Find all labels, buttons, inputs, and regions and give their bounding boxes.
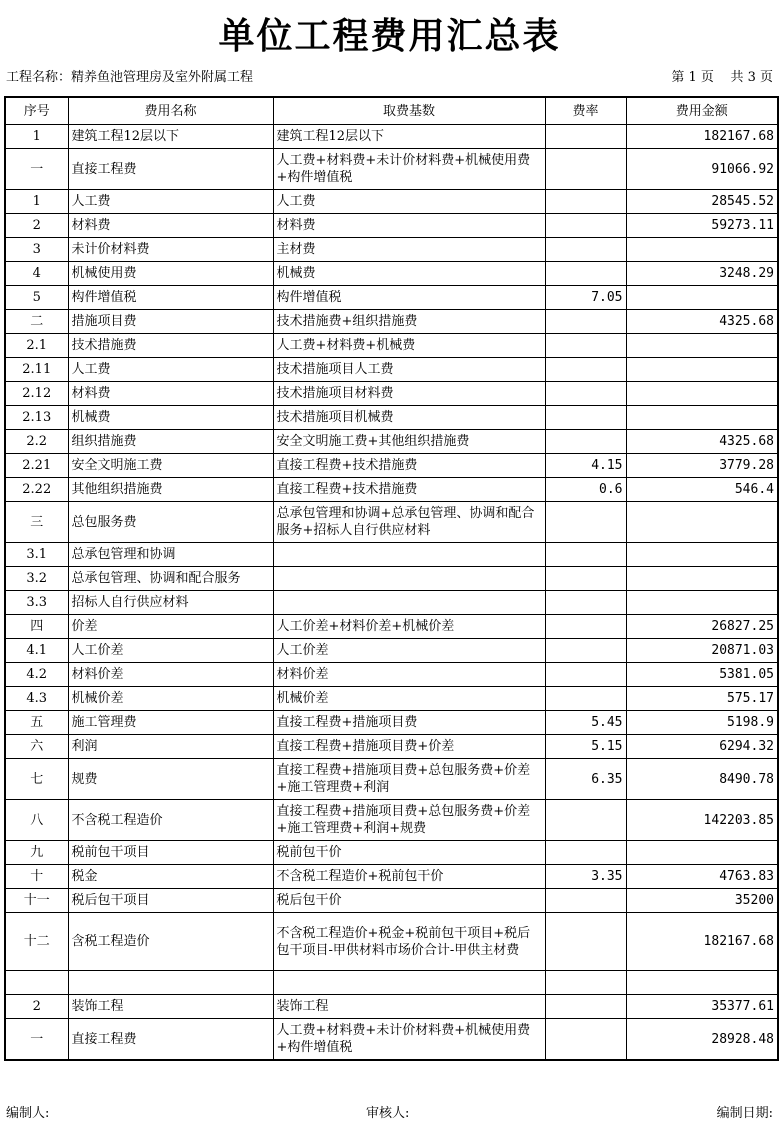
cell-base: 人工费+材料费+机械费 [273, 334, 545, 358]
cell-amount [626, 591, 778, 615]
cell-amount: 6294.32 [626, 735, 778, 759]
cell-no: 2.13 [5, 406, 68, 430]
cell-no: 一 [5, 1019, 68, 1061]
table-row [5, 663, 778, 687]
compiler-label: 编制人: [6, 1106, 50, 1121]
cell-base: 构件增值税 [273, 286, 545, 310]
cell-name: 税前包干项目 [68, 841, 273, 865]
cell-rate [545, 1019, 626, 1061]
cell-rate [545, 262, 626, 286]
cell-no: 四 [5, 615, 68, 639]
cell-no: 三 [5, 502, 68, 543]
cell-amount: 142203.85 [626, 800, 778, 841]
cell-rate [545, 358, 626, 382]
cell-amount: 5381.05 [626, 663, 778, 687]
cell-amount: 575.17 [626, 687, 778, 711]
cell-rate: 0.6 [545, 478, 626, 502]
cell-base: 直接工程费+措施项目费 [273, 711, 545, 735]
cell-base: 税前包干价 [273, 841, 545, 865]
table-row [5, 543, 778, 567]
cell-no: 十 [5, 865, 68, 889]
table-body [5, 125, 778, 1061]
cell-amount: 546.4 [626, 478, 778, 502]
cell-amount: 4325.68 [626, 310, 778, 334]
table-header-row [5, 97, 778, 125]
cell-amount: 28545.52 [626, 190, 778, 214]
cell-rate [545, 238, 626, 262]
table-row [5, 687, 778, 711]
table-row [5, 334, 778, 358]
cell-no: 3.1 [5, 543, 68, 567]
cell-no: 二 [5, 310, 68, 334]
cell-name: 税金 [68, 865, 273, 889]
cell-rate: 4.15 [545, 454, 626, 478]
cell-base: 主材费 [273, 238, 545, 262]
cell-base: 直接工程费+措施项目费+价差 [273, 735, 545, 759]
cell-amount: 28928.48 [626, 1019, 778, 1061]
cell-amount [626, 286, 778, 310]
cell-no: 2.21 [5, 454, 68, 478]
table-row [5, 310, 778, 334]
project-name: 工程名称：精养鱼池管理房及室外附属工程 [6, 70, 254, 85]
cell-base: 人工费+材料费+未计价材料费+机械使用费+构件增值税 [273, 149, 545, 190]
cell-rate [545, 913, 626, 971]
cell-rate [545, 334, 626, 358]
table-row [5, 125, 778, 149]
cell-base: 机械价差 [273, 687, 545, 711]
table-row [5, 711, 778, 735]
cell-base [273, 591, 545, 615]
cell-name: 利润 [68, 735, 273, 759]
header-no: 序号 [5, 97, 68, 125]
cell-name: 材料费 [68, 214, 273, 238]
cell-name: 措施项目费 [68, 310, 273, 334]
table-row [5, 591, 778, 615]
cell-name: 机械费 [68, 406, 273, 430]
cell-rate: 5.45 [545, 711, 626, 735]
cell-name: 人工价差 [68, 639, 273, 663]
cell-rate [545, 639, 626, 663]
table-row [5, 406, 778, 430]
table-row [5, 800, 778, 841]
cell-no: 十二 [5, 913, 68, 971]
cell-amount: 4763.83 [626, 865, 778, 889]
cell-amount: 3248.29 [626, 262, 778, 286]
cell-no: 2 [5, 995, 68, 1019]
cell-base: 总承包管理和协调+总承包管理、协调和配合服务+招标人自行供应材料 [273, 502, 545, 543]
table-row [5, 238, 778, 262]
cell-no: 2.22 [5, 478, 68, 502]
cell-base: 机械费 [273, 262, 545, 286]
cell-rate [545, 214, 626, 238]
table-row [5, 149, 778, 190]
cell-amount: 4325.68 [626, 430, 778, 454]
cell-amount: 8490.78 [626, 759, 778, 800]
cell-rate [545, 889, 626, 913]
header-rate: 费率 [545, 97, 626, 125]
table-row [5, 190, 778, 214]
cell-base: 装饰工程 [273, 995, 545, 1019]
cell-base: 人工费+材料费+未计价材料费+机械使用费+构件增值税 [273, 1019, 545, 1061]
cell-name: 招标人自行供应材料 [68, 591, 273, 615]
cell-name: 机械使用费 [68, 262, 273, 286]
cell-name: 技术措施费 [68, 334, 273, 358]
cell-rate [545, 430, 626, 454]
cell-no: 2.11 [5, 358, 68, 382]
cell-amount: 59273.11 [626, 214, 778, 238]
cell-rate [545, 971, 626, 995]
cell-name: 总承包管理、协调和配合服务 [68, 567, 273, 591]
table-row [5, 454, 778, 478]
cell-no: 5 [5, 286, 68, 310]
table-row [5, 358, 778, 382]
cell-rate [545, 310, 626, 334]
cell-no: 七 [5, 759, 68, 800]
cell-name: 规费 [68, 759, 273, 800]
cell-name: 不含税工程造价 [68, 800, 273, 841]
table-row [5, 889, 778, 913]
cell-base: 直接工程费+技术措施费 [273, 478, 545, 502]
table-row [5, 995, 778, 1019]
cell-name: 总包服务费 [68, 502, 273, 543]
table-row [5, 865, 778, 889]
cell-base: 建筑工程12层以下 [273, 125, 545, 149]
cell-amount: 35200 [626, 889, 778, 913]
cell-amount: 20871.03 [626, 639, 778, 663]
header-name: 费用名称 [68, 97, 273, 125]
table-row [5, 639, 778, 663]
cell-rate [545, 190, 626, 214]
cell-name: 装饰工程 [68, 995, 273, 1019]
cell-amount: 35377.61 [626, 995, 778, 1019]
cost-summary-table [4, 96, 779, 1061]
table-row [5, 841, 778, 865]
cell-amount [626, 502, 778, 543]
cell-base: 人工费 [273, 190, 545, 214]
table-row [5, 478, 778, 502]
cell-base: 技术措施项目材料费 [273, 382, 545, 406]
cell-no: 五 [5, 711, 68, 735]
cell-rate: 7.05 [545, 286, 626, 310]
cell-amount: 26827.25 [626, 615, 778, 639]
cell-no: 2 [5, 214, 68, 238]
cell-rate: 5.15 [545, 735, 626, 759]
table-row [5, 262, 778, 286]
cell-no: 六 [5, 735, 68, 759]
cell-amount: 182167.68 [626, 125, 778, 149]
cell-rate [545, 502, 626, 543]
cell-rate [545, 567, 626, 591]
cell-base: 技术措施项目人工费 [273, 358, 545, 382]
table-row [5, 971, 778, 995]
cell-name: 人工费 [68, 190, 273, 214]
cell-name: 直接工程费 [68, 1019, 273, 1061]
cell-base [273, 971, 545, 995]
cell-amount [626, 334, 778, 358]
cell-amount: 5198.9 [626, 711, 778, 735]
cell-amount [626, 382, 778, 406]
cell-amount: 91066.92 [626, 149, 778, 190]
cell-rate [545, 841, 626, 865]
cell-rate [545, 615, 626, 639]
cell-no: 一 [5, 149, 68, 190]
cell-amount [626, 406, 778, 430]
cell-rate [545, 406, 626, 430]
table-row [5, 759, 778, 800]
cell-no: 2.12 [5, 382, 68, 406]
cell-no: 八 [5, 800, 68, 841]
table-row [5, 735, 778, 759]
cell-rate [545, 543, 626, 567]
cell-rate [545, 995, 626, 1019]
cell-rate [545, 125, 626, 149]
cell-no: 4.3 [5, 687, 68, 711]
cell-rate: 3.35 [545, 865, 626, 889]
cell-base: 不含税工程造价+税前包干价 [273, 865, 545, 889]
cell-amount: 182167.68 [626, 913, 778, 971]
table-row [5, 430, 778, 454]
cell-base: 税后包干价 [273, 889, 545, 913]
cell-no: 九 [5, 841, 68, 865]
cell-amount [626, 841, 778, 865]
cell-base: 直接工程费+措施项目费+总包服务费+价差+施工管理费+利润+规费 [273, 800, 545, 841]
cell-name: 直接工程费 [68, 149, 273, 190]
table-row [5, 382, 778, 406]
cell-base: 人工价差 [273, 639, 545, 663]
cell-base: 人工价差+材料价差+机械价差 [273, 615, 545, 639]
cell-rate [545, 149, 626, 190]
cell-base: 直接工程费+措施项目费+总包服务费+价差+施工管理费+利润 [273, 759, 545, 800]
cell-rate [545, 663, 626, 687]
cell-rate: 6.35 [545, 759, 626, 800]
table-row [5, 502, 778, 543]
cell-name: 税后包干项目 [68, 889, 273, 913]
cell-name: 未计价材料费 [68, 238, 273, 262]
cell-name [68, 971, 273, 995]
cell-name: 建筑工程12层以下 [68, 125, 273, 149]
cell-amount: 3779.28 [626, 454, 778, 478]
cell-name: 安全文明施工费 [68, 454, 273, 478]
cell-name: 总承包管理和协调 [68, 543, 273, 567]
cell-base: 材料价差 [273, 663, 545, 687]
cell-base [273, 567, 545, 591]
date-label: 编制日期: [716, 1106, 773, 1121]
header-base: 取费基数 [273, 97, 545, 125]
table-row [5, 913, 778, 971]
cell-base: 技术措施项目机械费 [273, 406, 545, 430]
cell-no: 1 [5, 190, 68, 214]
reviewer-label: 审核人: [366, 1106, 410, 1121]
cell-no: 3 [5, 238, 68, 262]
cell-base: 材料费 [273, 214, 545, 238]
cell-name: 材料费 [68, 382, 273, 406]
cell-name: 构件增值税 [68, 286, 273, 310]
cell-name: 其他组织措施费 [68, 478, 273, 502]
cell-name: 施工管理费 [68, 711, 273, 735]
cell-name: 机械价差 [68, 687, 273, 711]
table-row [5, 615, 778, 639]
cell-amount [626, 971, 778, 995]
cell-rate [545, 591, 626, 615]
cell-no: 1 [5, 125, 68, 149]
cell-base: 不含税工程造价+税金+税前包干项目+税后包干项目-甲供材料市场价合计-甲供主材费 [273, 913, 545, 971]
table-row [5, 567, 778, 591]
cell-no: 4.1 [5, 639, 68, 663]
cell-no: 4 [5, 262, 68, 286]
cell-no: 十一 [5, 889, 68, 913]
cell-no: 2.2 [5, 430, 68, 454]
table-row [5, 214, 778, 238]
cell-no: 2.1 [5, 334, 68, 358]
cell-name: 组织措施费 [68, 430, 273, 454]
cell-base: 安全文明施工费+其他组织措施费 [273, 430, 545, 454]
cell-name: 材料价差 [68, 663, 273, 687]
cell-base [273, 543, 545, 567]
cell-name: 人工费 [68, 358, 273, 382]
cell-rate [545, 687, 626, 711]
cell-amount [626, 543, 778, 567]
cell-name: 价差 [68, 615, 273, 639]
cell-rate [545, 800, 626, 841]
header-amount: 费用金额 [626, 97, 778, 125]
cell-no: 3.2 [5, 567, 68, 591]
cell-rate [545, 382, 626, 406]
cell-base: 直接工程费+技术措施费 [273, 454, 545, 478]
cell-name: 含税工程造价 [68, 913, 273, 971]
page-title: 单位工程费用汇总表 [218, 15, 561, 57]
page-info: 第 1 页 共 3 页 [671, 70, 773, 85]
table-row [5, 286, 778, 310]
cell-amount [626, 567, 778, 591]
cell-amount [626, 238, 778, 262]
cell-no: 4.2 [5, 663, 68, 687]
cell-amount [626, 358, 778, 382]
table-row [5, 1019, 778, 1061]
cell-no [5, 971, 68, 995]
cell-base: 技术措施费+组织措施费 [273, 310, 545, 334]
cell-no: 3.3 [5, 591, 68, 615]
